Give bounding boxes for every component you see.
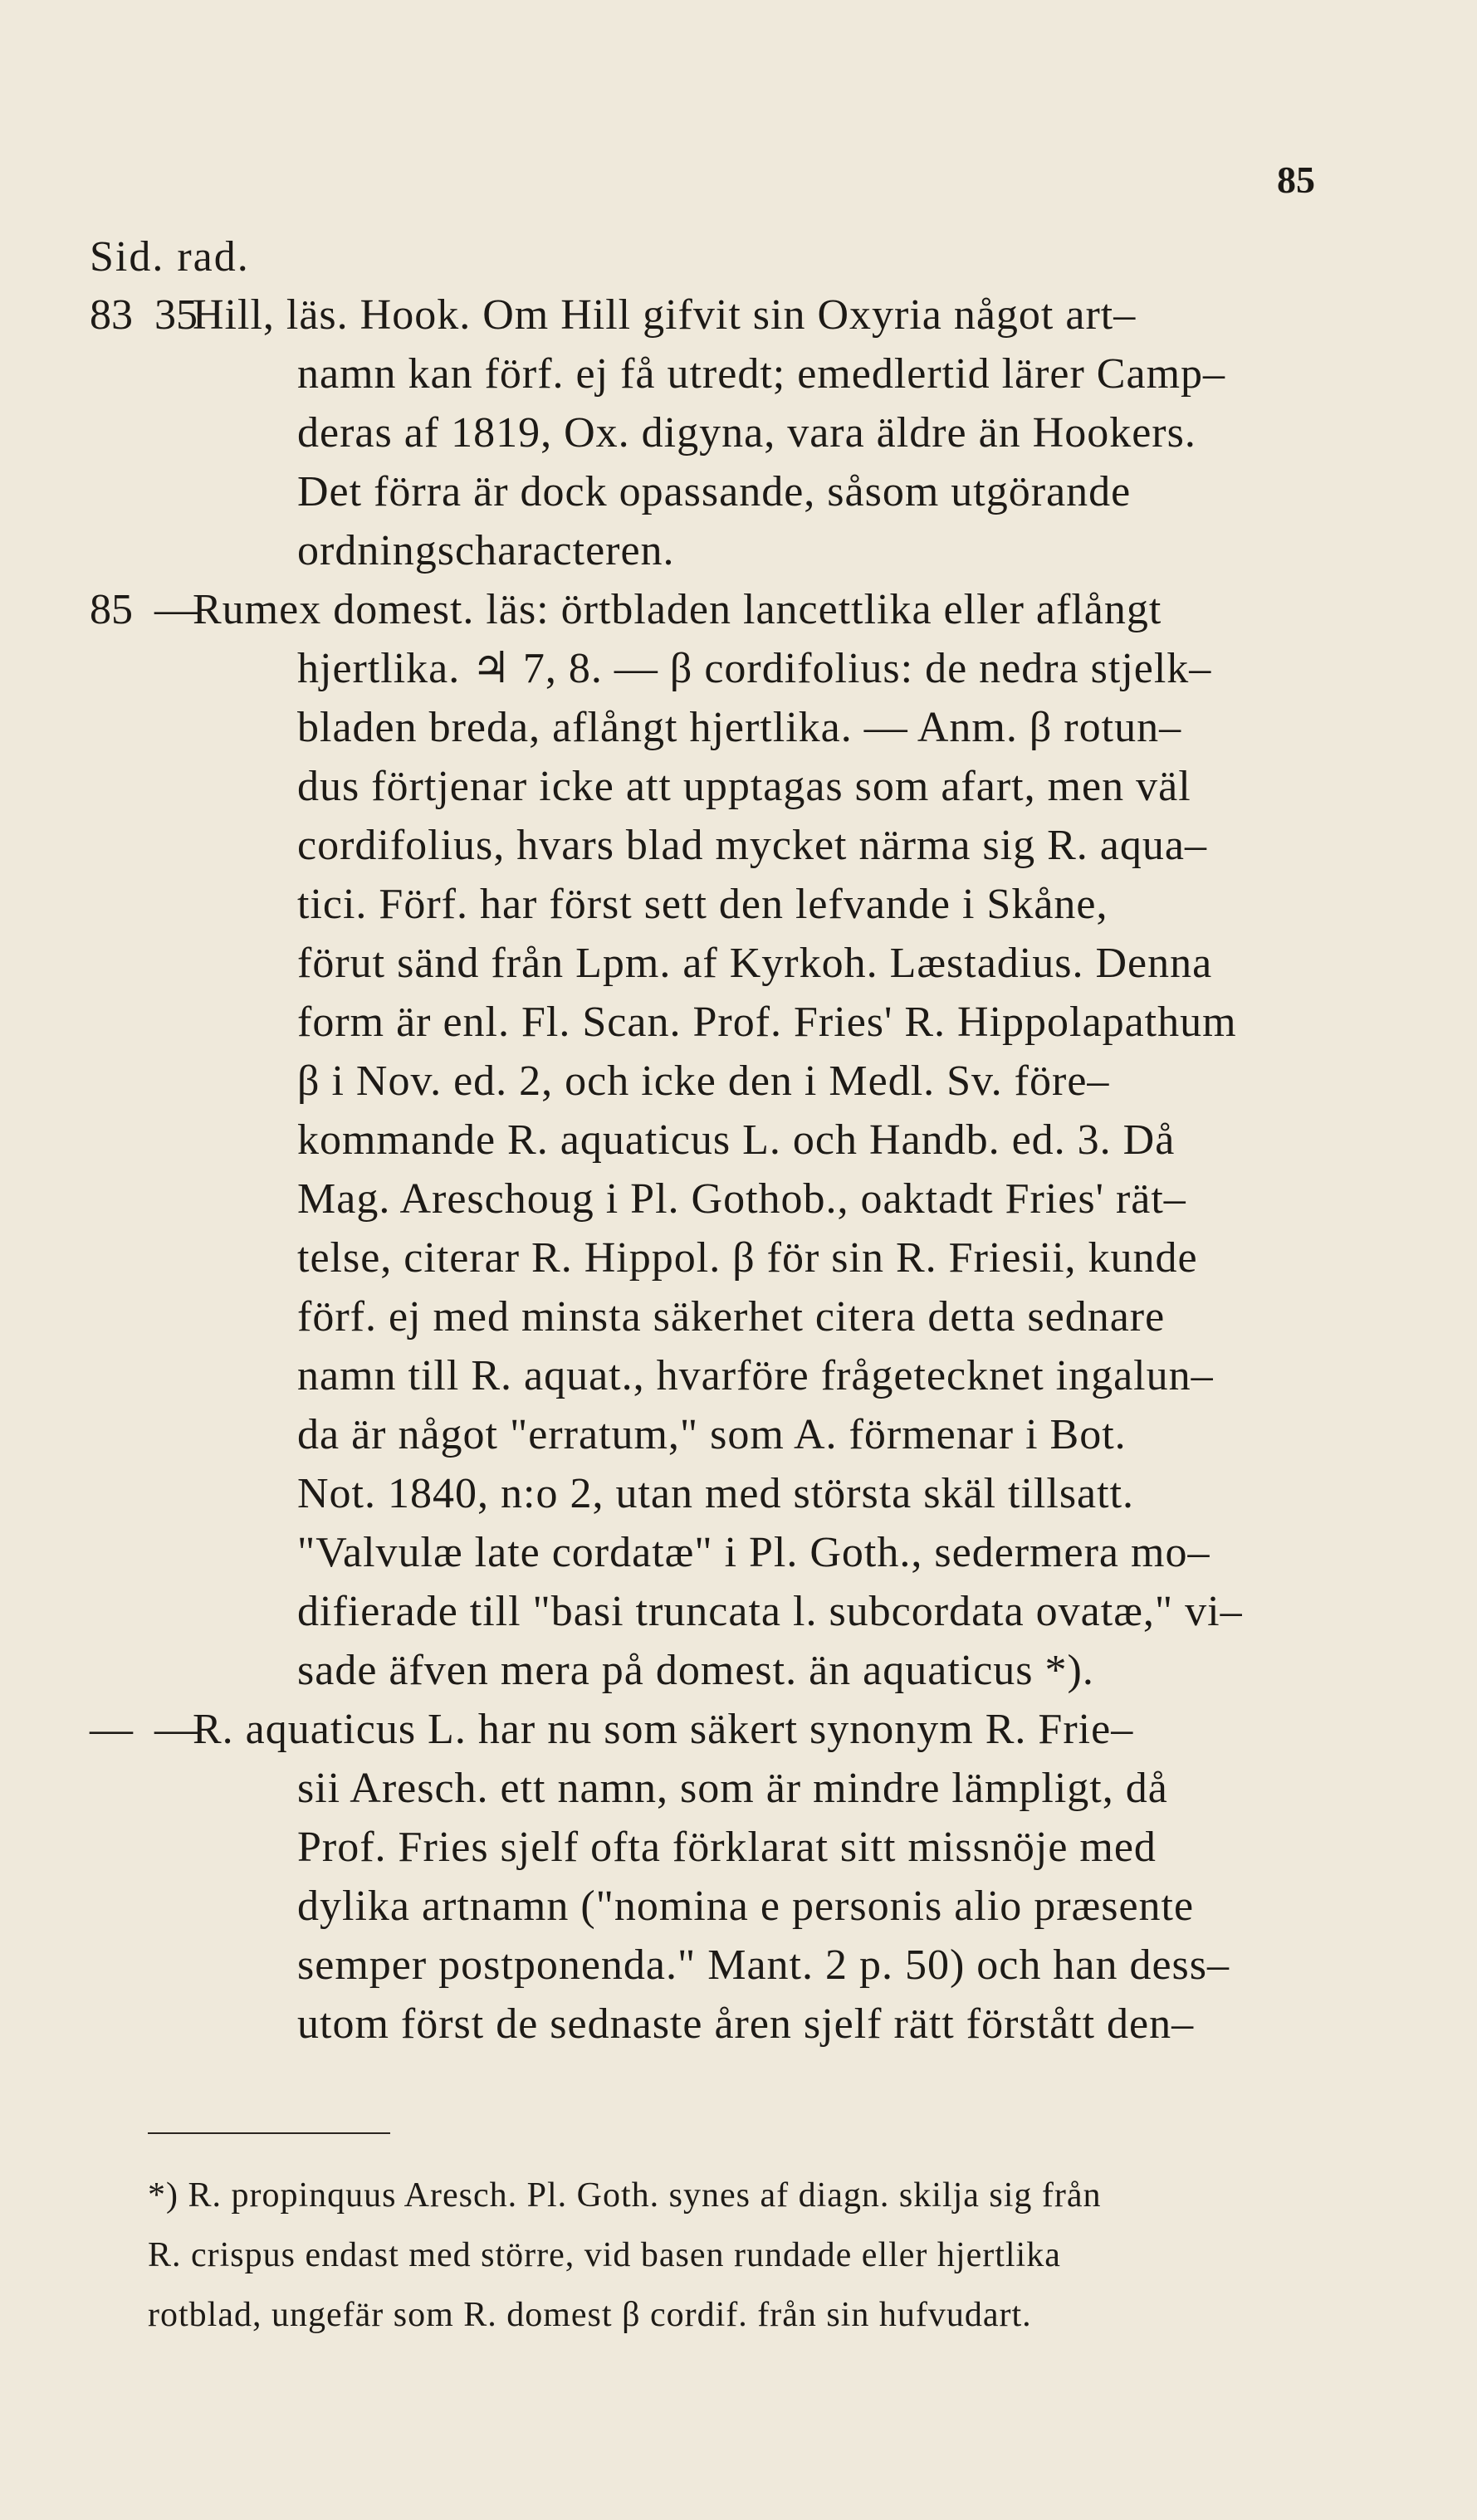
line-text: dus förtjenar icke att upptagas som afart, men väl <box>297 763 1191 810</box>
line-text: förf. ej med minsta säkerhet citera detta sednare <box>297 1293 1166 1341</box>
line-text: "Valvulæ late cordatæ" i Pl. Goth., sedermera mo– <box>297 1529 1210 1576</box>
line-ref: 35 <box>154 291 198 339</box>
line-text: kommande R. aquaticus L. och Handb. ed. 3. Då <box>297 1116 1176 1164</box>
line-text: β i Nov. ed. 2, och icke den i Medl. Sv. före– <box>297 1057 1110 1105</box>
line-text: tici. Förf. har först sett den lefvande i Skåne, <box>297 881 1108 928</box>
line-text: Prof. Fries sjelf ofta förklarat sitt missnöje med <box>297 1824 1157 1871</box>
line-text: Mag. Areschoug i Pl. Gothob., oaktadt Fries' rät– <box>297 1175 1186 1223</box>
line-text: förut sänd från Lpm. af Kyrkoh. Læstadius. Denna <box>297 940 1213 987</box>
line-text: dylika artnamn ("nomina e personis alio præsente <box>297 1883 1195 1930</box>
line-text: hjertlika. ♃ 7, 8. — β cordifolius: de nedra stjelk– <box>297 645 1212 692</box>
page-ref: — <box>90 1706 133 1753</box>
column-header: Sid. rad. <box>90 233 250 281</box>
line-text: bladen breda, aflångt hjertlika. — Anm. β rotun– <box>297 704 1182 751</box>
footnote-line: *) R. propinquus Aresch. Pl. Goth. synes af diagn. skilja sig från <box>148 2176 1102 2215</box>
line-text: utom först de sednaste åren sjelf rätt förstått den– <box>297 2000 1195 2048</box>
line-text: Not. 1840, n:o 2, utan med största skäl tillsatt. <box>297 1470 1135 1517</box>
page-ref: 83 <box>90 291 133 339</box>
footnote-rule <box>148 2132 390 2134</box>
footnote-line: rotblad, ungefär som R. domest β cordif. från sin hufvudart. <box>148 2296 1032 2334</box>
line-text: sii Aresch. ett namn, som är mindre lämpligt, då <box>297 1765 1168 1812</box>
footnote-line: R. crispus endast med större, vid basen rundade eller hjertlika <box>148 2236 1061 2274</box>
line-text: telse, citerar R. Hippol. β för sin R. Friesii, kunde <box>297 1234 1198 1282</box>
line-text: Det förra är dock opassande, såsom utgörande <box>297 468 1132 515</box>
line-text: R. aquaticus L. har nu som säkert synonym R. Frie– <box>193 1706 1134 1753</box>
line-text: deras af 1819, Ox. digyna, vara äldre än Hookers. <box>297 409 1196 457</box>
line-text: da är något "erratum," som A. förmenar i Bot. <box>297 1411 1127 1458</box>
line-ref: — <box>154 586 198 633</box>
line-text: ordningscharacteren. <box>297 527 675 574</box>
line-text: difierade till "basi truncata l. subcordata ovatæ," vi– <box>297 1588 1243 1635</box>
page-number: 85 <box>1277 159 1315 201</box>
line-text: namn till R. aquat., hvarföre frågetecknet ingalun– <box>297 1352 1214 1399</box>
line-text: semper postponenda." Mant. 2 p. 50) och han dess– <box>297 1941 1230 1989</box>
line-ref: — <box>154 1706 198 1753</box>
line-text: cordifolius, hvars blad mycket närma sig R. aqua– <box>297 822 1207 869</box>
line-text: Hill, läs. Hook. Om Hill gifvit sin Oxyria något art– <box>193 291 1137 339</box>
page-ref: 85 <box>90 586 133 633</box>
line-text: Rumex domest. läs: örtbladen lancettlika eller aflångt <box>193 586 1162 633</box>
line-text: form är enl. Fl. Scan. Prof. Fries' R. Hippolapathum <box>297 999 1237 1046</box>
line-text: namn kan förf. ej få utredt; emedlertid lärer Camp– <box>297 350 1226 398</box>
line-text: sade äfven mera på domest. än aquaticus *). <box>297 1647 1094 1694</box>
